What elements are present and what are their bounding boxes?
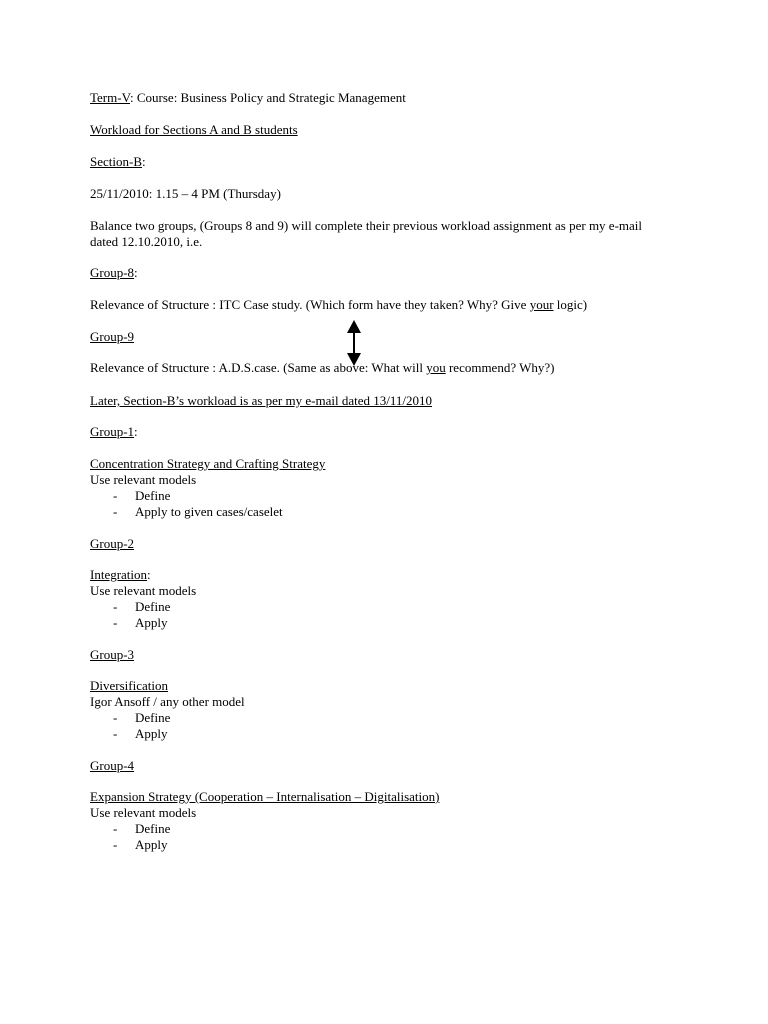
list-bullet: - — [113, 599, 118, 614]
list-item: Define — [135, 488, 171, 503]
group-1-colon: : — [134, 424, 138, 439]
group-8-heading — [90, 265, 138, 281]
group-9-task-tail: recommend? Why?) — [445, 360, 555, 375]
group-2-topic: Integration — [90, 567, 148, 582]
list-item: Define — [135, 821, 171, 836]
group-9-task-text: Relevance of Structure : A.D.S.case. (Same as above: What will — [90, 360, 427, 375]
section-label: Section-B — [90, 154, 142, 169]
group-1-subtitle: Use relevant models — [90, 472, 197, 487]
workload-title: Workload for Sections A and B students — [90, 122, 298, 137]
group-8-emphasis: your — [529, 297, 554, 312]
list-bullet: - — [113, 504, 118, 519]
group-1-label: Group-1 — [90, 424, 135, 439]
course-name: : Course: Business Policy and Strategic Management — [130, 90, 406, 105]
group-3-heading: Group-3 — [90, 647, 135, 662]
group-8-task — [90, 297, 587, 313]
section-heading — [90, 154, 146, 170]
list-bullet: - — [113, 821, 118, 836]
group-8-colon: : — [134, 265, 138, 280]
list-item: Define — [135, 710, 171, 725]
group-3-topic: Diversification — [90, 678, 168, 693]
group-9-task — [90, 360, 555, 376]
group-4-heading: Group-4 — [90, 758, 135, 773]
list-bullet: - — [113, 710, 118, 725]
term-label: Term-V — [90, 90, 130, 105]
list-item: Apply — [135, 726, 168, 741]
balance-paragraph-line-1: Balance two groups, (Groups 8 and 9) will complete their previous workload assignment as per my e-mail — [90, 218, 643, 233]
list-bullet: - — [113, 488, 118, 503]
group-9-heading: Group-9 — [90, 329, 135, 344]
group-2-topic-line — [90, 567, 151, 583]
group-8-task-text: Relevance of Structure : ITC Case study. (Which form have they taken? Why? Give — [90, 297, 530, 312]
group-2-heading: Group-2 — [90, 536, 135, 551]
group-3-subtitle: Igor Ansoff / any other model — [90, 694, 245, 709]
later-note: Later, Section-B’s workload is as per my e-mail dated 13/11/2010 — [90, 393, 432, 408]
group-4-topic: Expansion Strategy (Cooperation – Internalisation – Digitalisation) — [90, 789, 440, 804]
group-4-subtitle: Use relevant models — [90, 805, 197, 820]
list-item: Apply to given cases/caselet — [135, 504, 283, 519]
group-2-subtitle: Use relevant models — [90, 583, 197, 598]
group-2-topic-colon: : — [147, 567, 151, 582]
group-8-task-tail: logic) — [553, 297, 588, 312]
list-bullet: - — [113, 837, 118, 852]
group-1-heading — [90, 424, 138, 440]
session-date: 25/11/2010: 1.15 – 4 PM (Thursday) — [90, 186, 281, 201]
list-item: Define — [135, 599, 171, 614]
list-item: Apply — [135, 837, 168, 852]
balance-paragraph-line-2: dated 12.10.2010, i.e. — [90, 234, 203, 249]
section-colon: : — [142, 154, 146, 169]
list-bullet: - — [113, 726, 118, 741]
group-8-label: Group-8 — [90, 265, 135, 280]
course-title-line — [90, 90, 406, 106]
group-1-topic: Concentration Strategy and Crafting Strategy — [90, 456, 326, 471]
list-bullet: - — [113, 615, 118, 630]
list-item: Apply — [135, 615, 168, 630]
group-9-emphasis: you — [426, 360, 446, 375]
